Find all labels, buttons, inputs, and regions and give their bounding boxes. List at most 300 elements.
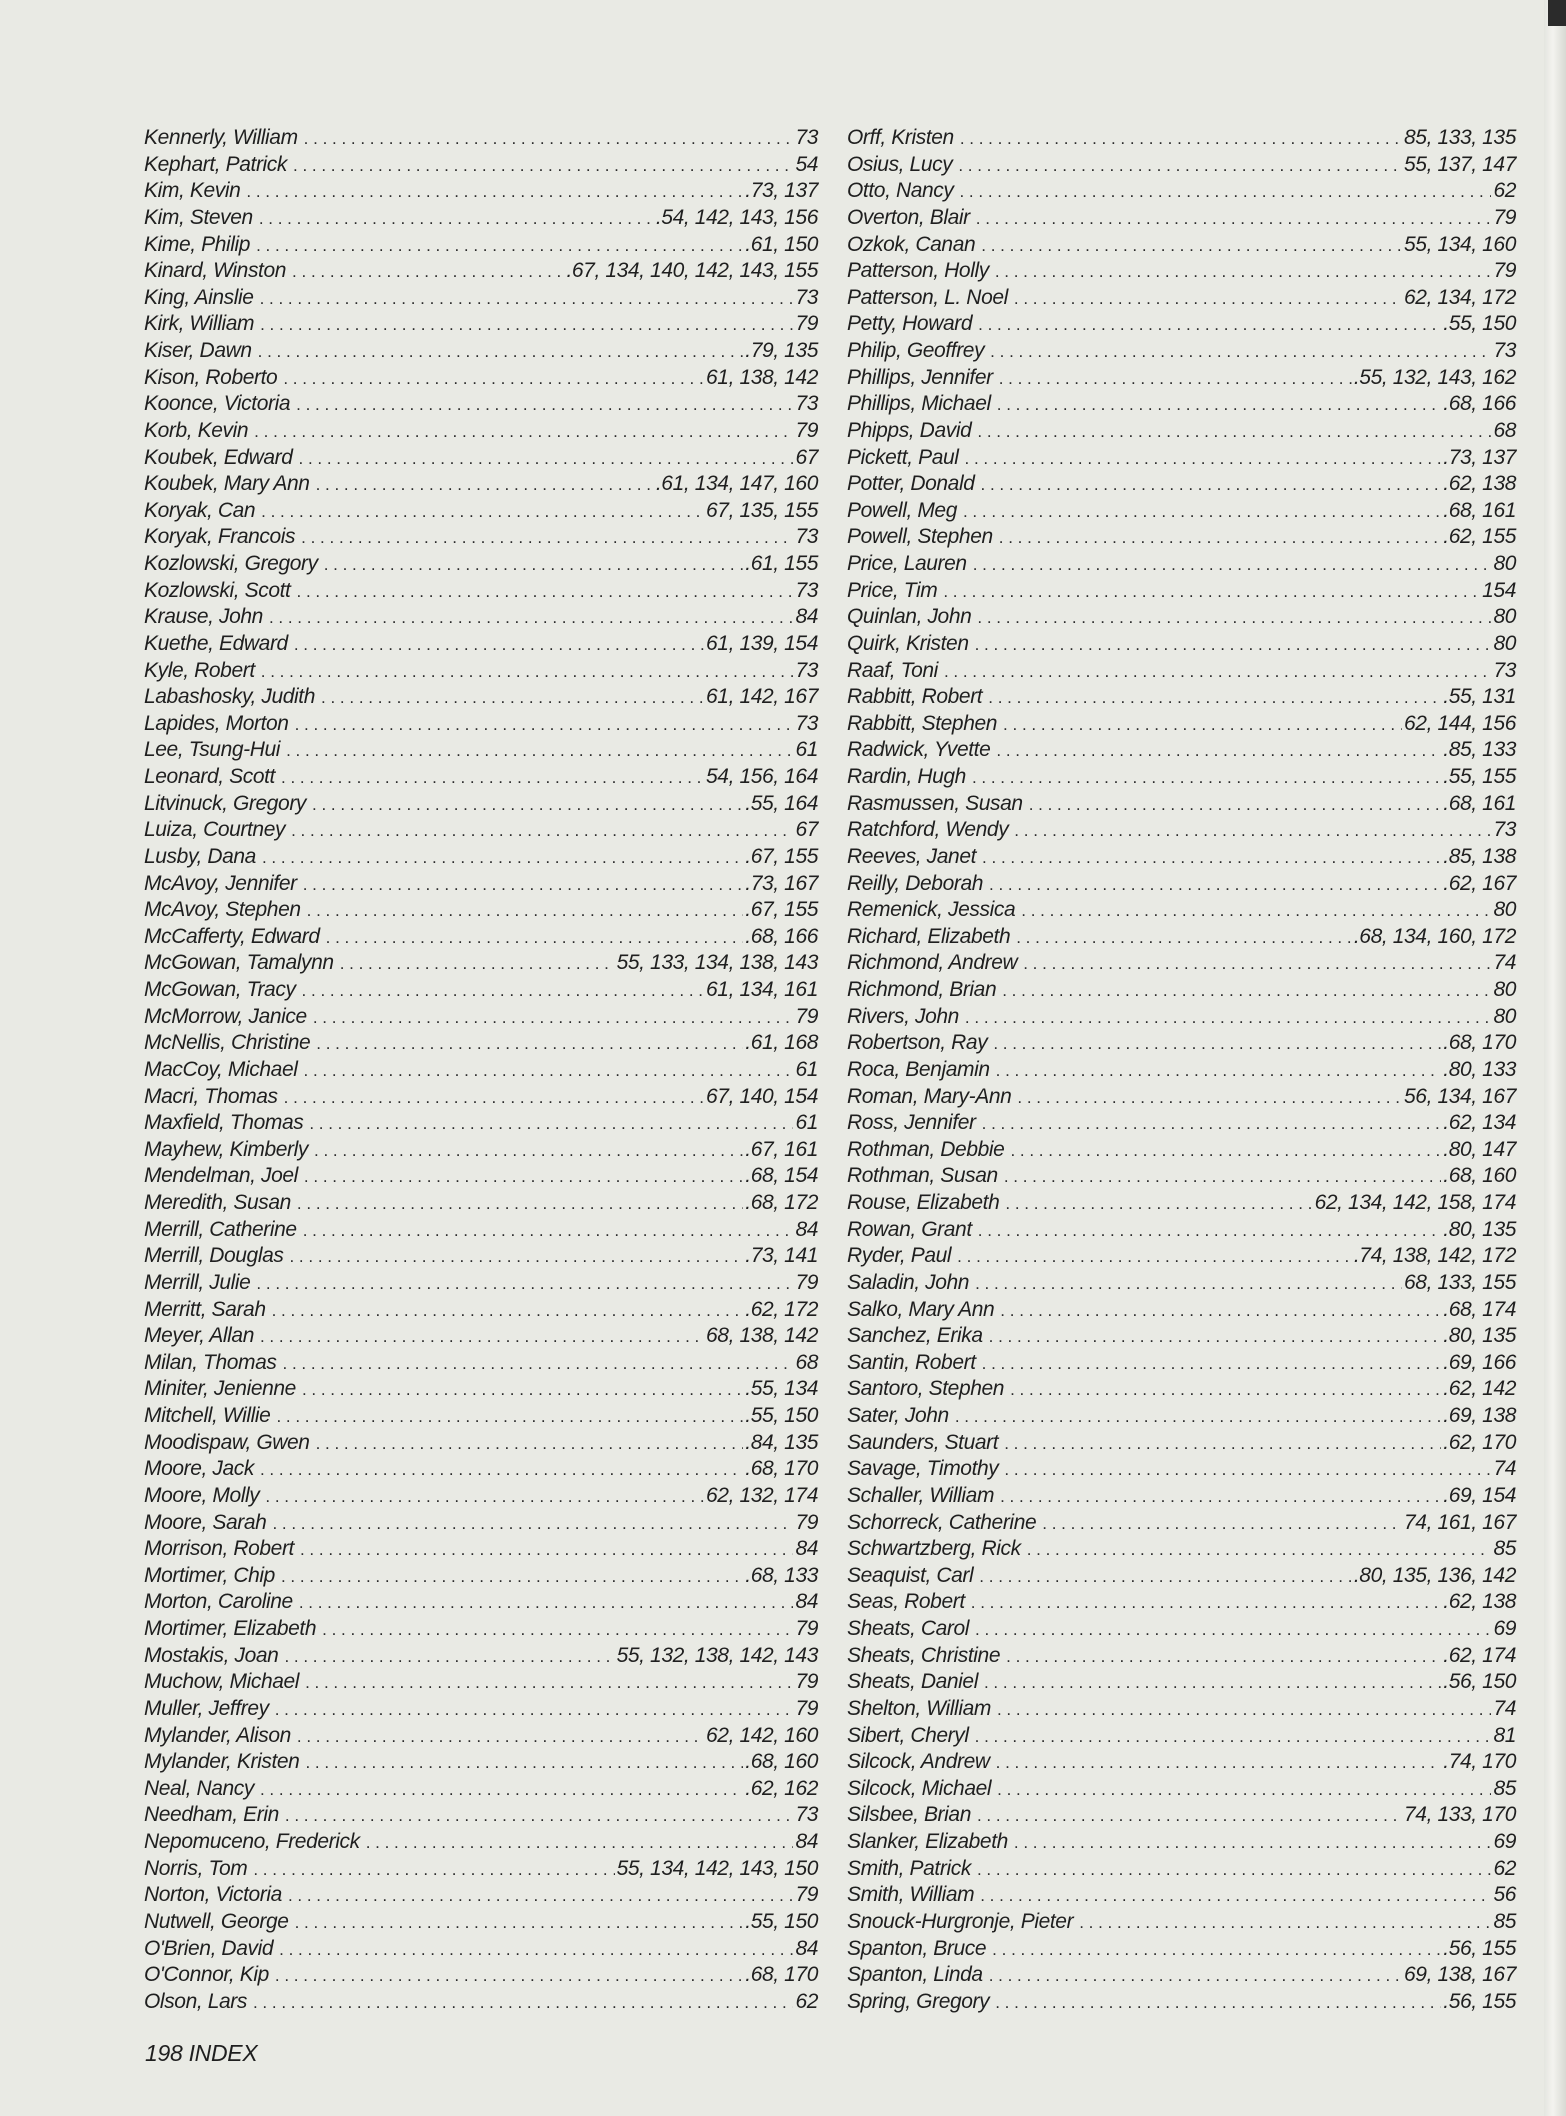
entry-pages: 73 [1493, 658, 1516, 682]
index-entry [847, 1057, 1516, 1084]
entry-name: Meyer, Allan [144, 1324, 254, 1348]
index-entry [847, 1004, 1516, 1031]
index-entry [144, 1270, 818, 1297]
dot-leader [305, 1670, 793, 1697]
index-entry [847, 551, 1516, 578]
entry-pages: 62 [1493, 1856, 1516, 1880]
dot-leader [1029, 792, 1442, 819]
entry-pages: .73, 137 [1443, 445, 1516, 469]
dot-leader [304, 1164, 743, 1191]
entry-name: Powell, Stephen [847, 525, 993, 549]
entry-name: Ross, Jennifer [847, 1111, 976, 1135]
dot-leader [1017, 1085, 1402, 1112]
dot-leader [307, 898, 744, 925]
dot-leader [261, 499, 704, 526]
entry-pages: 68, 138, 142 [706, 1324, 818, 1348]
index-entry [847, 285, 1516, 312]
index-entry [144, 897, 818, 924]
index-entry [144, 604, 818, 631]
index-entry [847, 1084, 1516, 1111]
index-entry [847, 684, 1516, 711]
entry-pages: 79 [1493, 259, 1516, 283]
entry-pages: .68, 161 [1443, 791, 1516, 815]
dot-leader [981, 233, 1402, 260]
index-entry [144, 1962, 818, 1989]
entry-pages: .55, 150 [745, 1404, 818, 1427]
entry-name: Richard, Elizabeth [847, 924, 1011, 948]
entry-name: MacCoy, Michael [144, 1057, 298, 1081]
index-column-left [144, 125, 818, 2015]
entry-name: McMorrow, Janice [144, 1004, 307, 1028]
index-entry [144, 1163, 818, 1190]
entry-name: Litvinuck, Gregory [144, 791, 307, 815]
entry-name: Roca, Benjamin [847, 1057, 990, 1081]
entry-pages: .62, 138 [1443, 1590, 1516, 1614]
index-entry [847, 1403, 1516, 1430]
entry-name: Moore, Jack [144, 1457, 254, 1481]
index-entry [144, 1989, 818, 2016]
dot-leader [303, 872, 744, 899]
entry-pages: 73 [1493, 339, 1516, 362]
dot-leader [989, 872, 1441, 899]
entry-pages: .55, 132, 143, 162 [1353, 365, 1516, 389]
entry-pages: .62, 155 [1443, 525, 1516, 549]
entry-name: Savage, Timothy [847, 1457, 999, 1481]
index-entry [847, 1350, 1516, 1377]
dot-leader [1014, 1830, 1492, 1857]
entry-name: Kirk, William [144, 312, 255, 336]
dot-leader [1006, 1644, 1441, 1671]
dot-leader [990, 339, 1491, 366]
dot-leader [960, 126, 1402, 153]
entry-name: Ozkok, Canan [847, 232, 976, 256]
dot-leader [1004, 1164, 1441, 1191]
entry-pages: .80, 147 [1443, 1137, 1516, 1161]
entry-pages: .61, 168 [745, 1031, 818, 1055]
dot-leader [295, 1910, 744, 1937]
entry-name: Sibert, Cheryl [847, 1723, 969, 1747]
dot-leader [260, 1777, 743, 1804]
dot-leader [993, 1031, 1441, 1058]
entry-name: Ratchford, Wendy [847, 818, 1009, 842]
index-entry [144, 418, 818, 445]
entry-pages: .69, 166 [1443, 1350, 1516, 1374]
entry-name: McAvoy, Stephen [144, 898, 301, 922]
index-entry [847, 232, 1516, 259]
index-entry [144, 1350, 818, 1377]
index-entry [847, 711, 1516, 738]
entry-name: Snouck-Hurgronje, Pieter [847, 1909, 1074, 1933]
index-entry [144, 578, 818, 605]
entry-name: Roman, Mary-Ann [847, 1084, 1012, 1108]
dot-leader [304, 126, 794, 153]
index-entry [144, 205, 818, 232]
index-entry [144, 817, 818, 844]
dot-leader [982, 1111, 1442, 1138]
entry-name: Richmond, Andrew [847, 951, 1018, 975]
dot-leader [989, 1963, 1402, 1990]
index-entry [847, 871, 1516, 898]
entry-name: Schaller, William [847, 1483, 995, 1507]
entry-name: Santoro, Stephen [847, 1377, 1005, 1401]
dot-leader [326, 925, 744, 952]
index-entry [847, 1536, 1516, 1563]
dot-leader [283, 1351, 794, 1378]
entry-name: Kinard, Winston [144, 259, 287, 283]
dot-leader [965, 1005, 1492, 1032]
index-entry [144, 311, 818, 338]
entry-pages: 154 [1482, 578, 1516, 602]
dot-leader [958, 153, 1402, 180]
entry-pages: 79 [795, 312, 818, 336]
dot-leader [316, 1431, 744, 1458]
index-entry [144, 285, 818, 312]
entry-name: Remenick, Jessica [847, 898, 1016, 922]
index-entry [144, 391, 818, 418]
entry-pages: .68, 170 [1443, 1031, 1516, 1055]
index-entry [144, 1669, 818, 1696]
dot-leader [279, 1937, 793, 1964]
dot-leader [272, 1511, 793, 1538]
index-entry [847, 1243, 1516, 1270]
dot-leader [965, 446, 1442, 473]
dot-leader [975, 1724, 1492, 1751]
index-entry [847, 1749, 1516, 1776]
entry-pages: 85 [1493, 1776, 1516, 1800]
index-entry [847, 817, 1516, 844]
index-entry [847, 205, 1516, 232]
index-entry [847, 524, 1516, 551]
entry-name: Moore, Sarah [144, 1510, 267, 1534]
index-entry [144, 1802, 818, 1829]
dot-leader [286, 738, 793, 765]
entry-pages: 73 [795, 525, 818, 549]
entry-pages: 79 [795, 1004, 818, 1028]
dot-leader [963, 499, 1441, 526]
index-entry [144, 1510, 818, 1537]
entry-name: Merrill, Douglas [144, 1244, 284, 1268]
dot-leader [283, 366, 704, 393]
entry-pages: 73 [795, 578, 818, 602]
index-entry [144, 1589, 818, 1616]
index-entry [144, 524, 818, 551]
entry-pages: 61 [795, 1111, 818, 1135]
dot-leader [977, 605, 1491, 632]
dot-leader [1042, 1511, 1402, 1538]
entry-pages: 79 [795, 1883, 818, 1907]
dot-leader [276, 1404, 743, 1431]
entry-name: Reeves, Janet [847, 844, 977, 868]
dot-leader [977, 419, 1491, 446]
index-entry [144, 1616, 818, 1643]
entry-name: Mostakis, Joan [144, 1643, 279, 1667]
entry-name: Saladin, John [847, 1270, 970, 1294]
dot-leader [366, 1830, 794, 1857]
entry-pages: 55, 132, 138, 142, 143 [616, 1643, 818, 1667]
index-entry [144, 950, 818, 977]
entry-name: Spanton, Linda [847, 1963, 983, 1987]
entry-name: Maxfield, Thomas [144, 1111, 304, 1135]
dot-leader [288, 1883, 793, 1910]
entry-pages: 68 [1493, 418, 1516, 442]
entry-pages: .68, 154 [745, 1164, 818, 1188]
index-entry [847, 604, 1516, 631]
index-entry [144, 445, 818, 472]
entry-pages: .67, 155 [745, 844, 818, 868]
index-entry [144, 977, 818, 1004]
entry-pages: .55, 150 [745, 1909, 818, 1933]
entry-pages: 74, 133, 170 [1404, 1803, 1516, 1827]
entry-pages: 55, 137, 147 [1404, 152, 1516, 176]
entry-name: O'Brien, David [144, 1936, 274, 1960]
dot-leader [1079, 1910, 1491, 1937]
index-entry [144, 1696, 818, 1723]
dot-leader [253, 1857, 614, 1884]
index-entry [847, 365, 1516, 392]
index-entry [847, 1430, 1516, 1457]
entry-name: Rouse, Elizabeth [847, 1191, 1000, 1214]
entry-pages: .73, 141 [745, 1244, 818, 1268]
dot-leader [944, 659, 1491, 686]
entry-name: Sater, John [847, 1404, 949, 1427]
index-entry [847, 1510, 1516, 1537]
entry-pages: 54 [795, 152, 818, 176]
dot-leader [304, 1058, 794, 1085]
entry-pages: 55, 134, 142, 143, 150 [616, 1856, 818, 1880]
entry-name: Morton, Caroline [144, 1590, 293, 1614]
entry-name: Schwartzberg, Rick [847, 1537, 1021, 1561]
entry-pages: 79 [795, 418, 818, 442]
index-entry [847, 1589, 1516, 1616]
dot-leader [975, 632, 1492, 659]
dot-leader [1010, 1377, 1441, 1404]
entry-name: Shelton, William [847, 1696, 991, 1720]
dot-leader [284, 1085, 704, 1112]
entry-name: Rivers, John [847, 1004, 959, 1028]
entry-pages: .74, 170 [1443, 1750, 1516, 1774]
entry-name: Norton, Victoria [144, 1883, 282, 1907]
dot-leader [253, 1990, 793, 2017]
entry-pages: .80, 135 [1443, 1324, 1516, 1348]
entry-pages: .84, 135 [745, 1430, 818, 1454]
entry-name: Quinlan, John [847, 605, 972, 629]
dot-leader [305, 1750, 743, 1777]
entry-name: Koryak, Francois [144, 525, 296, 549]
dot-leader [302, 978, 704, 1005]
entry-pages: 74 [1493, 1696, 1516, 1720]
dot-leader [316, 1031, 743, 1058]
entry-pages: .56, 155 [1443, 1989, 1516, 2013]
entry-name: Orff, Kristen [847, 126, 954, 149]
entry-name: Rothman, Debbie [847, 1137, 1005, 1161]
dot-leader [309, 1111, 793, 1138]
dot-leader [989, 1324, 1442, 1351]
entry-name: Kennerly, William [144, 126, 298, 149]
dot-leader [299, 446, 794, 473]
entry-name: Petty, Howard [847, 312, 973, 336]
index-entry [847, 391, 1516, 418]
dot-leader [294, 632, 704, 659]
index-entry [144, 1084, 818, 1111]
dot-leader [256, 233, 743, 260]
dot-leader [259, 206, 654, 233]
index-entry [847, 1856, 1516, 1883]
index-entry [144, 631, 818, 658]
index-entry [144, 1057, 818, 1084]
dot-leader [977, 1857, 1492, 1884]
entry-pages: .80, 135 [1443, 1217, 1516, 1241]
index-entry [144, 365, 818, 392]
index-entry [144, 1456, 818, 1483]
index-entry [847, 1643, 1516, 1670]
entry-name: Koonce, Victoria [144, 392, 291, 416]
entry-pages: .55, 134 [745, 1377, 818, 1401]
dot-leader [976, 206, 1492, 233]
entry-name: Nepomuceno, Frederick [144, 1830, 360, 1853]
entry-name: Mendelman, Joel [144, 1164, 298, 1188]
entry-name: Phillips, Jennifer [847, 365, 993, 389]
dot-leader [260, 286, 794, 313]
dot-leader [297, 1191, 743, 1218]
index-entry [144, 178, 818, 205]
entry-name: Phillips, Michael [847, 392, 991, 416]
index-entry [144, 924, 818, 951]
entry-name: Kozlowski, Scott [144, 578, 291, 602]
index-entry [847, 1616, 1516, 1643]
entry-pages: 79 [795, 1270, 818, 1294]
entry-pages: 81 [1493, 1723, 1516, 1747]
index-entry [847, 178, 1516, 205]
dot-leader [275, 1697, 794, 1724]
index-entry [847, 1190, 1516, 1217]
index-entry [847, 1137, 1516, 1164]
entry-pages: 62, 134, 142, 158, 174 [1314, 1191, 1516, 1214]
entry-pages: 85 [1493, 1537, 1516, 1561]
entry-pages: 84 [795, 1936, 818, 1960]
index-entry [144, 1190, 818, 1217]
entry-pages: .61, 150 [745, 232, 818, 256]
dot-leader [265, 1484, 704, 1511]
index-entry [144, 844, 818, 871]
entry-pages: .79, 135 [745, 339, 818, 362]
dot-leader [312, 792, 743, 819]
index-entry [847, 791, 1516, 818]
index-entry [144, 125, 818, 152]
index-entry [847, 1669, 1516, 1696]
index-entry [144, 1776, 818, 1803]
entry-name: Richmond, Brian [847, 978, 997, 1001]
entry-name: Seas, Robert [847, 1590, 965, 1614]
entry-pages: 85, 133, 135 [1404, 126, 1516, 149]
entry-name: Kison, Roberto [144, 365, 278, 389]
entry-pages: .62, 142 [1443, 1377, 1516, 1401]
index-entry [144, 551, 818, 578]
entry-name: Silsbee, Brian [847, 1803, 971, 1827]
dot-leader [977, 1803, 1402, 1830]
index-entry [847, 658, 1516, 685]
entry-name: Seaquist, Carl [847, 1563, 974, 1587]
entry-pages: .67, 134, 140, 142, 143, 155 [566, 259, 818, 283]
entry-pages: 61, 138, 142 [706, 365, 818, 389]
entry-name: Kyle, Robert [144, 658, 255, 682]
dot-leader [1004, 1431, 1441, 1458]
entry-name: Reilly, Deborah [847, 871, 984, 895]
dot-leader [1004, 1457, 1491, 1484]
entry-name: Koubek, Mary Ann [144, 472, 310, 496]
entry-pages: 62, 132, 174 [706, 1483, 818, 1507]
entry-name: King, Ainslie [144, 285, 254, 309]
entry-name: Merritt, Sarah [144, 1297, 266, 1321]
dot-leader [981, 472, 1442, 499]
dot-leader [992, 1937, 1441, 1964]
index-entry [847, 950, 1516, 977]
entry-name: Sheats, Carol [847, 1617, 970, 1640]
entry-pages: .62, 134 [1443, 1111, 1516, 1135]
entry-name: Muchow, Michael [144, 1670, 300, 1694]
entry-pages: .68, 160 [745, 1750, 818, 1774]
entry-name: Lapides, Morton [144, 711, 289, 735]
entry-name: Luiza, Courtney [144, 818, 286, 842]
index-entry [144, 1909, 818, 1936]
index-entry [847, 737, 1516, 764]
index-entry [847, 1376, 1516, 1403]
entry-name: Silcock, Michael [847, 1776, 992, 1800]
index-entry [144, 1243, 818, 1270]
index-entry [144, 791, 818, 818]
entry-name: Rabbitt, Robert [847, 685, 983, 709]
entry-name: Smith, William [847, 1883, 975, 1907]
index-entry [144, 1004, 818, 1031]
entry-pages: .69, 154 [1443, 1483, 1516, 1507]
entry-name: Sheats, Christine [847, 1643, 1001, 1667]
entry-name: Rardin, Hugh [847, 765, 966, 788]
dot-leader [297, 1724, 704, 1751]
entry-name: O'Connor, Kip [144, 1963, 269, 1987]
dot-leader [997, 1777, 1491, 1804]
index-entry [847, 258, 1516, 285]
dot-leader [1010, 1138, 1441, 1165]
entry-pages: 67, 135, 155 [706, 498, 818, 522]
index-entry [144, 764, 818, 791]
dot-leader [978, 312, 1441, 339]
dot-leader [979, 1564, 1352, 1591]
entry-name: Krause, John [144, 605, 263, 629]
entry-name: Koryak, Can [144, 498, 256, 522]
index-entry [847, 311, 1516, 338]
index-entry [144, 684, 818, 711]
entry-pages: 80 [1493, 631, 1516, 655]
entry-pages: 73 [795, 711, 818, 735]
entry-name: Silcock, Andrew [847, 1750, 990, 1774]
index-entry [847, 1110, 1516, 1137]
index-entry [144, 1829, 818, 1856]
entry-name: Osius, Lucy [847, 152, 953, 176]
index-entry [847, 152, 1516, 179]
entry-pages: 73 [1493, 818, 1516, 842]
dot-leader [316, 472, 654, 499]
index-column-right [847, 125, 1516, 2015]
dot-leader [302, 1377, 743, 1404]
entry-pages: .62, 138 [1443, 472, 1516, 496]
entry-pages: 62, 142, 160 [706, 1723, 818, 1747]
dot-leader [1003, 712, 1402, 739]
index-entry [144, 1376, 818, 1403]
dot-leader [281, 765, 704, 792]
page-number: 198 [145, 2040, 183, 2066]
dot-leader [996, 1750, 1442, 1777]
entry-pages: .61, 134, 147, 160 [655, 472, 818, 496]
dot-leader [303, 1218, 794, 1245]
